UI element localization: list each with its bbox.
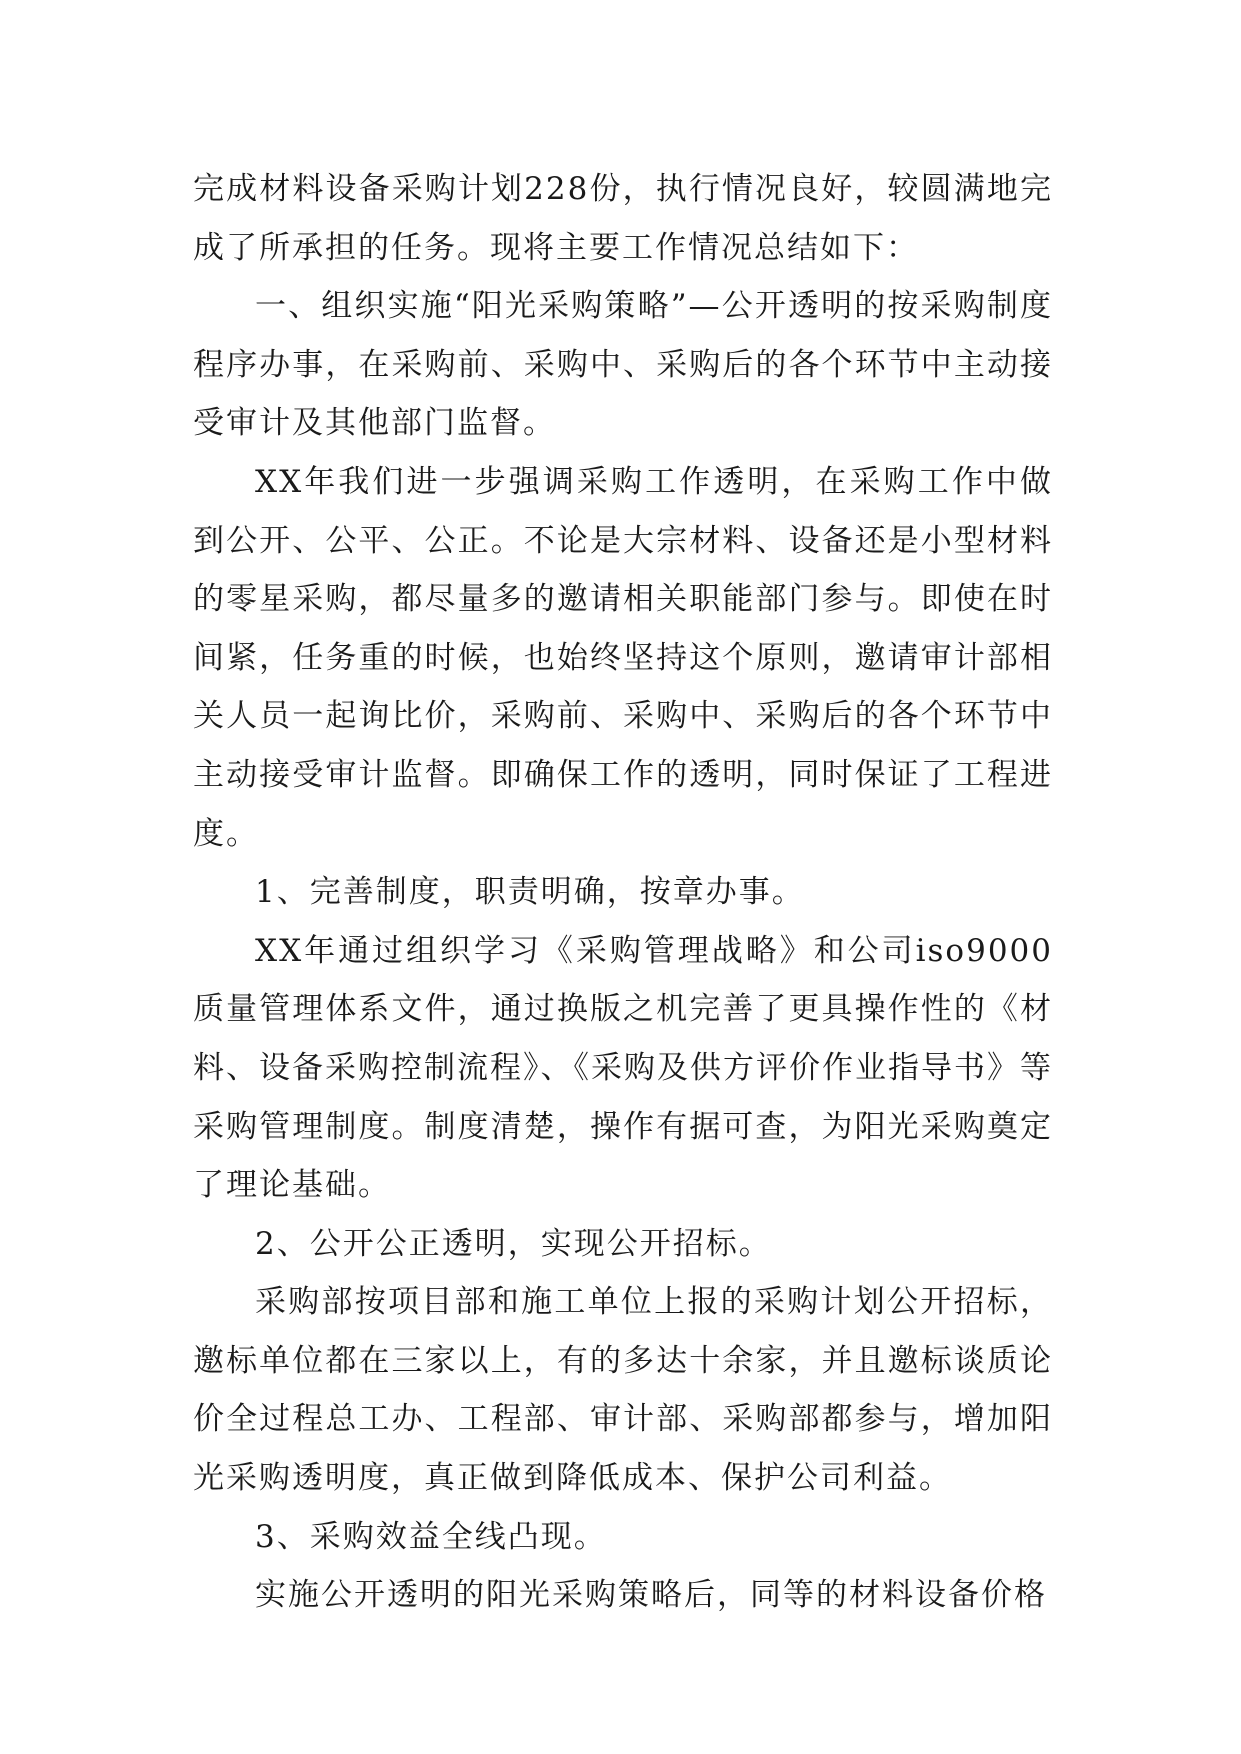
- paragraph-item-3-heading: 3、采购效益全线凸现。: [255, 1518, 607, 1555]
- paragraph-item-1-body: XX年通过组织学习《采购管理战略》和公司iso9000质量管理体系文件，通过换版之机完善了更具操作性的《材料、设备采购控制流程》、《采购及供方评价作业指导书》等采购管理制度。制度清楚，操作有据可查，为阳光采购奠定了理论基础。: [193, 932, 1053, 1204]
- paragraph-item-2-body: 采购部按项目部和施工单位上报的采购计划公开招标，邀标单位都在三家以上，有的多达十余家，并且邀标谈质论价全过程总工办、工程部、审计部、采购部都参与，增加阳光采购透明度，真正做到降低成本、保护公司利益。: [193, 1284, 1053, 1497]
- paragraph-section-one-heading: 一、组织实施“阳光采购策略”—公开透明的按采购制度程序办事，在采购前、采购中、采购后的各个环节中主动接受审计及其他部门监督。: [193, 288, 1053, 442]
- paragraph-item-2-heading: 2、公开公正透明，实现公开招标。: [255, 1225, 772, 1262]
- paragraph-item-3-body: 实施公开透明的阳光采购策略后，同等的材料设备价格: [255, 1577, 1047, 1614]
- paragraph-item-1-heading: 1、完善制度，职责明确，按章办事。: [255, 874, 805, 911]
- paragraph-intro-continuation: 完成材料设备采购计划228份，执行情况良好，较圆满地完成了所承担的任务。现将主要工作情况总结如下：: [193, 171, 1053, 266]
- document-body: [193, 160, 1053, 1625]
- paragraph-transparency: XX年我们进一步强调采购工作透明，在采购工作中做到公开、公平、公正。不论是大宗材料、设备还是小型材料的零星采购，都尽量多的邀请相关职能部门参与。即使在时间紧，任务重的时候，也始终坚持这个原则，邀请审计部相关人员一起询比价，采购前、采购中、采购后的各个环节中主动接受审计监督。即确保工作的透明，同时保证了工程进度。: [193, 463, 1053, 852]
